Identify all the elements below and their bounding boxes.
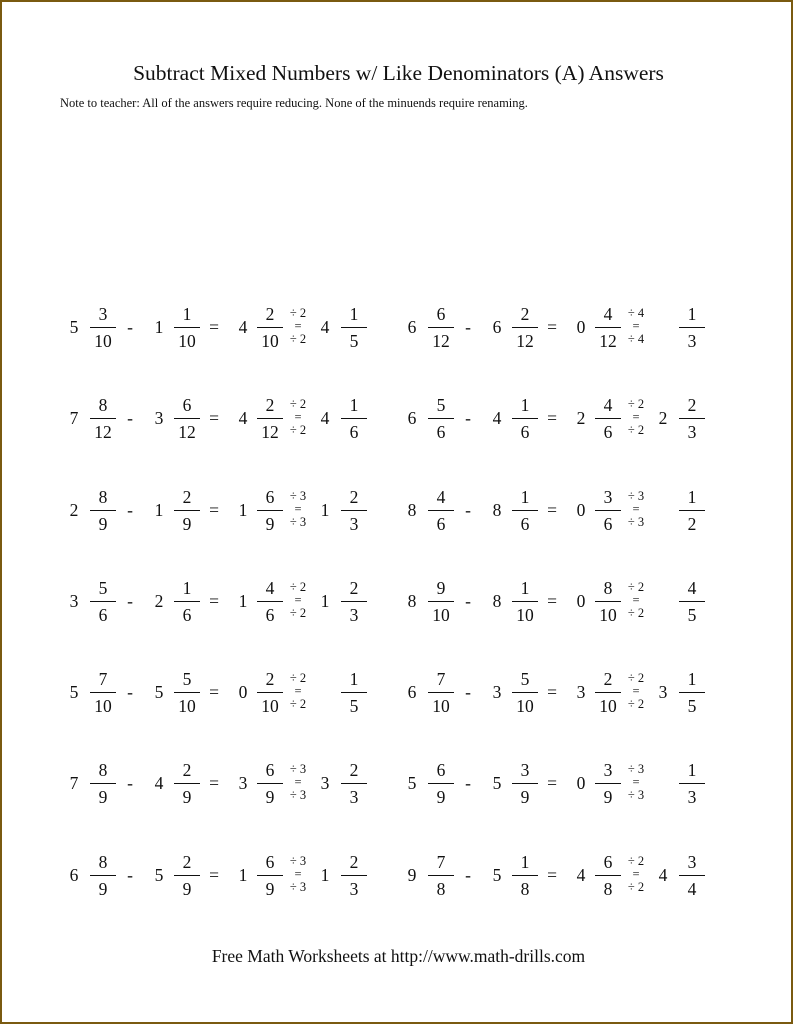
answer-numerator: 1 <box>687 487 697 507</box>
difference-whole: 4 <box>238 408 248 428</box>
reduce-equals-sign: = <box>632 502 640 516</box>
reduce-equals-sign: = <box>294 502 302 516</box>
minuend-numerator: 8 <box>98 487 108 507</box>
fraction-bar <box>341 692 367 693</box>
difference-denominator: 10 <box>599 605 617 625</box>
reduce-divisor-bottom: ÷ 2 <box>289 332 307 346</box>
minuend-numerator: 8 <box>98 760 108 780</box>
minuend-numerator: 3 <box>98 304 108 324</box>
fraction-bar <box>428 601 454 602</box>
reduce-equals-sign: = <box>294 410 302 424</box>
subtrahend-whole: 5 <box>492 865 502 885</box>
subtrahend-whole: 5 <box>492 773 502 793</box>
answer-numerator: 1 <box>687 760 697 780</box>
minuend-whole: 5 <box>407 773 417 793</box>
reduce-equals-sign: = <box>294 867 302 881</box>
reduce-equals-sign: = <box>294 775 302 789</box>
equals-sign: = <box>209 500 219 520</box>
fraction-bar <box>595 327 621 328</box>
fraction-bar <box>174 510 200 511</box>
subtrahend-numerator: 3 <box>520 760 530 780</box>
reduce-equals-sign: = <box>632 593 640 607</box>
fraction-bar <box>679 692 705 693</box>
fraction-bar <box>257 692 283 693</box>
fraction-bar <box>679 875 705 876</box>
minuend-numerator: 5 <box>98 578 108 598</box>
reduce-divisor-top: ÷ 3 <box>627 762 645 776</box>
answer-denominator: 4 <box>687 879 697 899</box>
fraction-bar <box>90 692 116 693</box>
difference-numerator: 3 <box>603 487 613 507</box>
difference-whole: 2 <box>576 408 586 428</box>
fraction-bar <box>174 783 200 784</box>
difference-denominator: 12 <box>599 331 617 351</box>
subtrahend-denominator: 6 <box>520 422 530 442</box>
subtrahend-denominator: 6 <box>182 605 192 625</box>
minuend-denominator: 12 <box>432 331 450 351</box>
answer-numerator: 1 <box>349 669 359 689</box>
difference-denominator: 9 <box>603 787 613 807</box>
minuend-whole: 6 <box>69 865 79 885</box>
reduce-divisor-bottom: ÷ 2 <box>627 423 645 437</box>
fraction-bar <box>679 601 705 602</box>
subtrahend-numerator: 2 <box>182 760 192 780</box>
minuend-numerator: 5 <box>436 395 446 415</box>
subtrahend-numerator: 6 <box>182 395 192 415</box>
answer-numerator: 4 <box>687 578 697 598</box>
subtrahend-denominator: 6 <box>520 514 530 534</box>
reduce-equals-sign: = <box>632 867 640 881</box>
fraction-bar <box>341 327 367 328</box>
answer-whole: 4 <box>320 317 330 337</box>
reduce-divisor-bottom: ÷ 3 <box>627 788 645 802</box>
minuend-whole: 6 <box>407 682 417 702</box>
fraction-bar <box>595 510 621 511</box>
difference-numerator: 2 <box>265 395 275 415</box>
subtrahend-denominator: 10 <box>516 696 534 716</box>
minuend-denominator: 10 <box>94 331 112 351</box>
subtrahend-whole: 3 <box>154 408 164 428</box>
minuend-whole: 8 <box>407 591 417 611</box>
subtrahend-whole: 2 <box>154 591 164 611</box>
minuend-whole: 5 <box>69 317 79 337</box>
minuend-denominator: 10 <box>94 696 112 716</box>
answer-numerator: 1 <box>349 304 359 324</box>
subtrahend-denominator: 9 <box>182 787 192 807</box>
reduce-divisor-bottom: ÷ 2 <box>627 697 645 711</box>
reduce-divisor-top: ÷ 2 <box>627 580 645 594</box>
fraction-bar <box>90 783 116 784</box>
reduce-divisor-bottom: ÷ 2 <box>289 697 307 711</box>
reduce-divisor-top: ÷ 3 <box>627 489 645 503</box>
minus-sign: - <box>127 773 133 793</box>
difference-numerator: 6 <box>265 852 275 872</box>
answer-denominator: 3 <box>349 879 359 899</box>
answer-whole: 2 <box>658 408 668 428</box>
fraction-bar <box>428 783 454 784</box>
fraction-bar <box>257 327 283 328</box>
subtrahend-whole: 4 <box>154 773 164 793</box>
fraction-bar <box>257 875 283 876</box>
difference-denominator: 10 <box>261 696 279 716</box>
equals-sign: = <box>209 317 219 337</box>
reduce-divisor-top: ÷ 2 <box>289 671 307 685</box>
fraction-bar <box>595 875 621 876</box>
subtrahend-numerator: 1 <box>182 578 192 598</box>
subtrahend-whole: 3 <box>492 682 502 702</box>
answer-denominator: 3 <box>687 787 697 807</box>
answer-denominator: 3 <box>349 514 359 534</box>
fraction-bar <box>174 875 200 876</box>
subtrahend-numerator: 1 <box>182 304 192 324</box>
fraction-bar <box>90 418 116 419</box>
subtrahend-numerator: 2 <box>182 487 192 507</box>
answer-whole: 3 <box>320 773 330 793</box>
answer-numerator: 1 <box>687 669 697 689</box>
minuend-numerator: 6 <box>436 760 446 780</box>
minuend-numerator: 8 <box>98 395 108 415</box>
reduce-divisor-bottom: ÷ 3 <box>627 515 645 529</box>
minus-sign: - <box>127 408 133 428</box>
answer-numerator: 1 <box>349 395 359 415</box>
subtrahend-numerator: 2 <box>182 852 192 872</box>
subtrahend-denominator: 10 <box>178 696 196 716</box>
subtrahend-numerator: 1 <box>520 578 530 598</box>
fraction-bar <box>341 510 367 511</box>
subtrahend-numerator: 5 <box>182 669 192 689</box>
fraction-bar <box>428 692 454 693</box>
fraction-bar <box>512 875 538 876</box>
minuend-denominator: 9 <box>436 787 446 807</box>
equals-sign: = <box>547 773 557 793</box>
answer-whole: 1 <box>320 591 330 611</box>
minuend-numerator: 4 <box>436 487 446 507</box>
answer-numerator: 2 <box>349 760 359 780</box>
fraction-bar <box>257 510 283 511</box>
fraction-bar <box>90 327 116 328</box>
difference-whole: 0 <box>576 317 586 337</box>
equals-sign: = <box>547 500 557 520</box>
answer-numerator: 2 <box>349 487 359 507</box>
fraction-bar <box>512 510 538 511</box>
equals-sign: = <box>209 591 219 611</box>
answer-whole: 1 <box>320 500 330 520</box>
minuend-whole: 8 <box>407 500 417 520</box>
answer-denominator: 5 <box>687 696 697 716</box>
reduce-divisor-bottom: ÷ 3 <box>289 788 307 802</box>
reduce-divisor-bottom: ÷ 2 <box>289 423 307 437</box>
fraction-bar <box>341 601 367 602</box>
reduce-divisor-bottom: ÷ 3 <box>289 880 307 894</box>
reduce-divisor-top: ÷ 2 <box>289 580 307 594</box>
equals-sign: = <box>209 408 219 428</box>
reduce-divisor-top: ÷ 2 <box>627 397 645 411</box>
difference-denominator: 10 <box>261 331 279 351</box>
minus-sign: - <box>465 682 471 702</box>
subtrahend-numerator: 1 <box>520 852 530 872</box>
fraction-bar <box>428 327 454 328</box>
minuend-whole: 6 <box>407 317 417 337</box>
reduce-divisor-top: ÷ 2 <box>289 397 307 411</box>
minuend-whole: 9 <box>407 865 417 885</box>
answer-denominator: 5 <box>349 331 359 351</box>
answer-numerator: 2 <box>687 395 697 415</box>
difference-whole: 1 <box>238 500 248 520</box>
difference-denominator: 10 <box>599 696 617 716</box>
fraction-bar <box>428 418 454 419</box>
answer-denominator: 3 <box>349 787 359 807</box>
fraction-bar <box>174 327 200 328</box>
reduce-equals-sign: = <box>294 593 302 607</box>
fraction-bar <box>341 418 367 419</box>
fraction-bar <box>428 510 454 511</box>
teacher-note: Note to teacher: All of the answers require reducing. None of the minuends require renaming. <box>60 96 528 110</box>
reduce-equals-sign: = <box>632 775 640 789</box>
equals-sign: = <box>209 773 219 793</box>
difference-numerator: 2 <box>603 669 613 689</box>
equals-sign: = <box>547 682 557 702</box>
difference-numerator: 4 <box>603 304 613 324</box>
difference-whole: 0 <box>576 500 586 520</box>
subtrahend-denominator: 9 <box>182 514 192 534</box>
minuend-numerator: 7 <box>436 669 446 689</box>
minus-sign: - <box>127 682 133 702</box>
subtrahend-denominator: 12 <box>178 422 196 442</box>
difference-denominator: 6 <box>603 422 613 442</box>
reduce-divisor-bottom: ÷ 4 <box>627 332 645 346</box>
subtrahend-denominator: 9 <box>182 879 192 899</box>
reduce-divisor-bottom: ÷ 3 <box>289 515 307 529</box>
fraction-bar <box>174 692 200 693</box>
subtrahend-denominator: 9 <box>520 787 530 807</box>
fraction-bar <box>512 692 538 693</box>
answer-whole: 4 <box>320 408 330 428</box>
minuend-denominator: 9 <box>98 879 108 899</box>
reduce-equals-sign: = <box>632 684 640 698</box>
difference-denominator: 6 <box>603 514 613 534</box>
fraction-bar <box>257 783 283 784</box>
answer-denominator: 5 <box>687 605 697 625</box>
reduce-divisor-top: ÷ 2 <box>289 306 307 320</box>
fraction-bar <box>512 601 538 602</box>
minuend-denominator: 9 <box>98 787 108 807</box>
subtrahend-denominator: 10 <box>516 605 534 625</box>
minuend-denominator: 10 <box>432 605 450 625</box>
subtrahend-denominator: 12 <box>516 331 534 351</box>
subtrahend-numerator: 2 <box>520 304 530 324</box>
subtrahend-numerator: 1 <box>520 487 530 507</box>
footer-credit: Free Math Worksheets at http://www.math-drills.com <box>211 946 586 966</box>
minuend-denominator: 6 <box>436 514 446 534</box>
minus-sign: - <box>127 865 133 885</box>
answer-numerator: 2 <box>349 578 359 598</box>
fraction-bar <box>595 601 621 602</box>
fraction-bar <box>90 510 116 511</box>
fraction-bar <box>512 783 538 784</box>
answer-denominator: 2 <box>687 514 697 534</box>
minuend-whole: 5 <box>69 682 79 702</box>
subtrahend-denominator: 8 <box>520 879 530 899</box>
fraction-bar <box>90 601 116 602</box>
subtrahend-denominator: 10 <box>178 331 196 351</box>
subtrahend-whole: 8 <box>492 591 502 611</box>
answer-numerator: 2 <box>349 852 359 872</box>
difference-whole: 1 <box>238 591 248 611</box>
answer-whole: 4 <box>658 865 668 885</box>
answer-whole: 3 <box>658 682 668 702</box>
answer-numerator: 1 <box>687 304 697 324</box>
minuend-numerator: 7 <box>98 669 108 689</box>
worksheet-title: Subtract Mixed Numbers w/ Like Denominators (A) Answers <box>133 61 664 85</box>
subtrahend-whole: 1 <box>154 500 164 520</box>
fraction-bar <box>428 875 454 876</box>
reduce-divisor-bottom: ÷ 2 <box>627 880 645 894</box>
minuend-numerator: 6 <box>436 304 446 324</box>
difference-numerator: 6 <box>265 760 275 780</box>
fraction-bar <box>595 692 621 693</box>
equals-sign: = <box>209 865 219 885</box>
fraction-bar <box>512 327 538 328</box>
minuend-denominator: 12 <box>94 422 112 442</box>
minuend-denominator: 6 <box>98 605 108 625</box>
minuend-whole: 3 <box>69 591 79 611</box>
minus-sign: - <box>127 317 133 337</box>
reduce-divisor-top: ÷ 3 <box>289 854 307 868</box>
subtrahend-numerator: 1 <box>520 395 530 415</box>
difference-denominator: 12 <box>261 422 279 442</box>
difference-whole: 4 <box>238 317 248 337</box>
difference-numerator: 6 <box>265 487 275 507</box>
minuend-whole: 6 <box>407 408 417 428</box>
difference-numerator: 6 <box>603 852 613 872</box>
difference-numerator: 2 <box>265 304 275 324</box>
difference-whole: 0 <box>238 682 248 702</box>
reduce-divisor-bottom: ÷ 2 <box>627 606 645 620</box>
reduce-divisor-top: ÷ 3 <box>289 762 307 776</box>
reduce-divisor-top: ÷ 2 <box>627 854 645 868</box>
minuend-denominator: 10 <box>432 696 450 716</box>
subtrahend-whole: 5 <box>154 682 164 702</box>
fraction-bar <box>679 510 705 511</box>
reduce-equals-sign: = <box>632 319 640 333</box>
difference-whole: 3 <box>238 773 248 793</box>
reduce-divisor-top: ÷ 4 <box>627 306 645 320</box>
fraction-bar <box>341 875 367 876</box>
answer-denominator: 3 <box>687 422 697 442</box>
fraction-bar <box>90 875 116 876</box>
fraction-bar <box>512 418 538 419</box>
minuend-whole: 2 <box>69 500 79 520</box>
fraction-bar <box>679 418 705 419</box>
difference-numerator: 4 <box>265 578 275 598</box>
difference-numerator: 3 <box>603 760 613 780</box>
fraction-bar <box>595 418 621 419</box>
difference-whole: 0 <box>576 773 586 793</box>
fraction-bar <box>679 783 705 784</box>
difference-numerator: 8 <box>603 578 613 598</box>
subtrahend-whole: 4 <box>492 408 502 428</box>
minus-sign: - <box>465 408 471 428</box>
minuend-denominator: 6 <box>436 422 446 442</box>
difference-whole: 3 <box>576 682 586 702</box>
answer-denominator: 3 <box>687 331 697 351</box>
equals-sign: = <box>547 317 557 337</box>
answer-whole: 1 <box>320 865 330 885</box>
minuend-denominator: 8 <box>436 879 446 899</box>
difference-whole: 1 <box>238 865 248 885</box>
minus-sign: - <box>127 591 133 611</box>
minuend-whole: 7 <box>69 773 79 793</box>
reduce-divisor-top: ÷ 2 <box>627 671 645 685</box>
minuend-numerator: 9 <box>436 578 446 598</box>
reduce-equals-sign: = <box>294 684 302 698</box>
equals-sign: = <box>547 865 557 885</box>
fraction-bar <box>595 783 621 784</box>
answer-denominator: 3 <box>349 605 359 625</box>
equals-sign: = <box>547 408 557 428</box>
fraction-bar <box>257 418 283 419</box>
equals-sign: = <box>547 591 557 611</box>
minus-sign: - <box>465 591 471 611</box>
difference-numerator: 2 <box>265 669 275 689</box>
difference-denominator: 8 <box>603 879 613 899</box>
difference-denominator: 9 <box>265 514 275 534</box>
minuend-denominator: 9 <box>98 514 108 534</box>
reduce-divisor-top: ÷ 3 <box>289 489 307 503</box>
subtrahend-whole: 6 <box>492 317 502 337</box>
fraction-bar <box>679 327 705 328</box>
subtrahend-whole: 1 <box>154 317 164 337</box>
minus-sign: - <box>465 773 471 793</box>
difference-denominator: 6 <box>265 605 275 625</box>
minuend-numerator: 8 <box>98 852 108 872</box>
reduce-equals-sign: = <box>294 319 302 333</box>
difference-denominator: 9 <box>265 879 275 899</box>
equals-sign: = <box>209 682 219 702</box>
answer-denominator: 6 <box>349 422 359 442</box>
minus-sign: - <box>465 317 471 337</box>
minus-sign: - <box>127 500 133 520</box>
minuend-whole: 7 <box>69 408 79 428</box>
subtrahend-whole: 5 <box>154 865 164 885</box>
answer-denominator: 5 <box>349 696 359 716</box>
difference-whole: 0 <box>576 591 586 611</box>
answer-numerator: 3 <box>687 852 697 872</box>
reduce-equals-sign: = <box>632 410 640 424</box>
difference-whole: 4 <box>576 865 586 885</box>
difference-denominator: 9 <box>265 787 275 807</box>
minuend-numerator: 7 <box>436 852 446 872</box>
fraction-bar <box>341 783 367 784</box>
subtrahend-whole: 8 <box>492 500 502 520</box>
minus-sign: - <box>465 865 471 885</box>
fraction-bar <box>174 418 200 419</box>
subtrahend-numerator: 5 <box>520 669 530 689</box>
minus-sign: - <box>465 500 471 520</box>
fraction-bar <box>257 601 283 602</box>
fraction-bar <box>174 601 200 602</box>
difference-numerator: 4 <box>603 395 613 415</box>
reduce-divisor-bottom: ÷ 2 <box>289 606 307 620</box>
